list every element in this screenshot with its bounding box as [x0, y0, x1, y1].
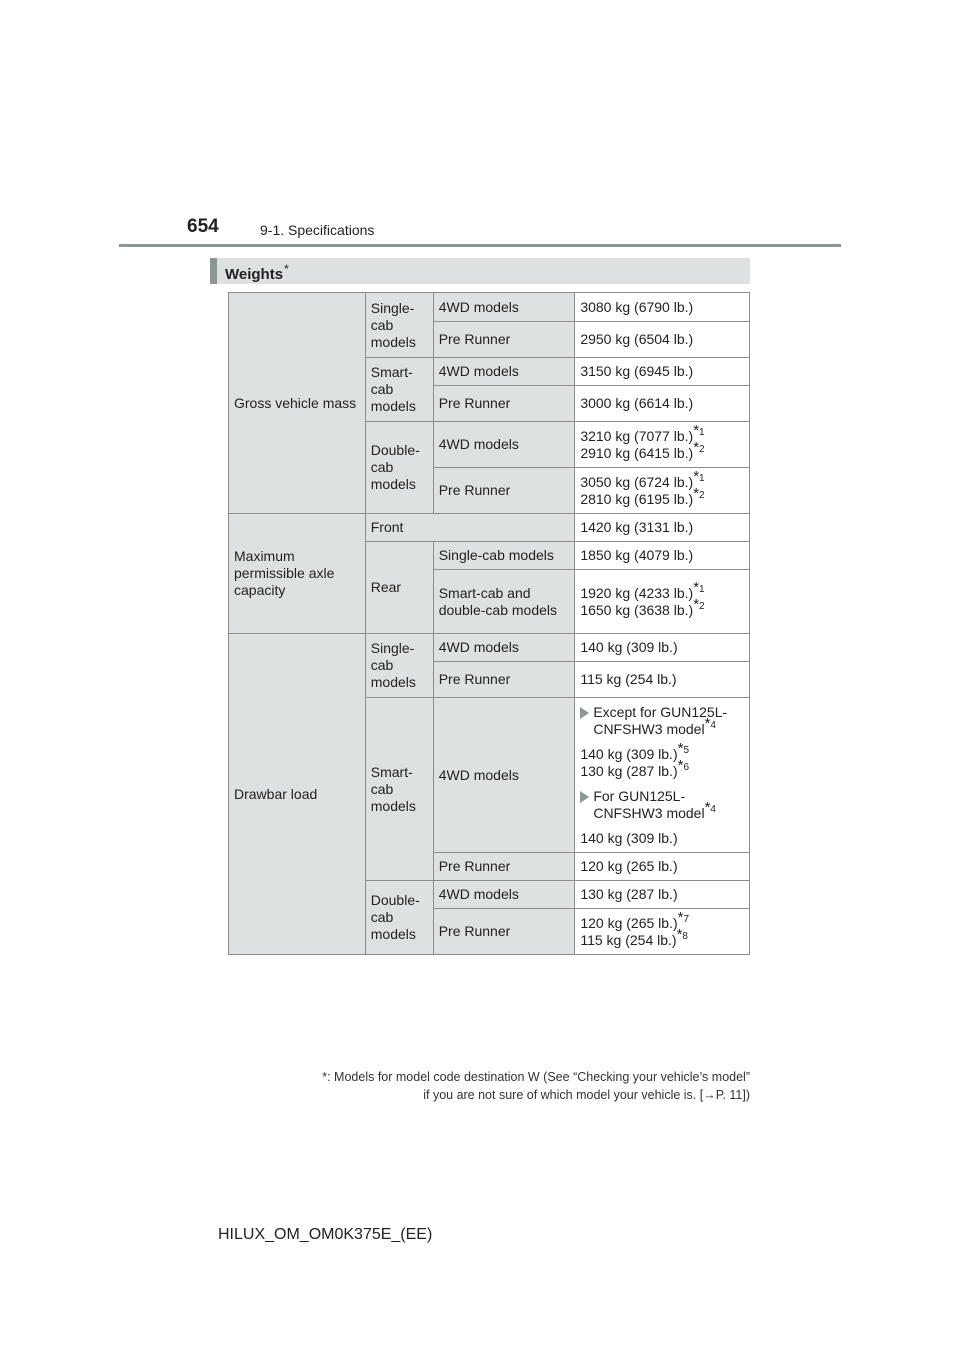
- drawbar-label: Drawbar load: [229, 634, 366, 955]
- value-cell: 3150 kg (6945 lb.): [575, 358, 750, 386]
- gvm-label: Gross vehicle mass: [229, 293, 366, 514]
- page-number: 654: [187, 216, 219, 237]
- value-cell: 120 kg (265 lb.): [575, 853, 750, 881]
- gvm-single-cab-label: Single-cab models: [365, 293, 433, 358]
- model-type-cell: Single-cab models: [433, 542, 575, 570]
- bullet-item: For GUN125L-CNFSHW3 model$^{*4}$: [580, 788, 744, 822]
- axle-rear-label: Rear: [365, 542, 433, 634]
- model-type-cell: Pre Runner: [433, 322, 575, 358]
- table-row: [229, 293, 750, 322]
- document-id: HILUX_OM_OM0K375E_(EE): [218, 1226, 433, 1243]
- value-cell: 120 kg (265 lb.)$^{*7}$ 115 kg (254 lb.)$^{*8}$: [575, 909, 750, 955]
- section-header: 9-1. Specifications: [260, 222, 375, 238]
- model-type-cell: 4WD models: [433, 422, 575, 468]
- model-type-cell: 4WD models: [433, 698, 575, 853]
- footnote-line-2: if you are not sure of which model your vehicle is. [→P. 11]): [423, 1088, 750, 1102]
- value-cell: 3000 kg (6614 lb.): [575, 386, 750, 422]
- axle-label: Maximum permissible axle capacity: [229, 514, 366, 634]
- section-title: Weights*: [225, 262, 289, 283]
- table-row: [229, 514, 750, 542]
- section-title-marker: [210, 258, 217, 284]
- model-type-cell: Pre Runner: [433, 662, 575, 698]
- model-type-cell: Pre Runner: [433, 468, 575, 514]
- value-cell: 3050 kg (6724 lb.)$^{*1}$ 2810 kg (6195 lb.)$^{*2}$: [575, 468, 750, 514]
- value-cell: Except for GUN125L-CNFSHW3 model$^{*4}$ 140 kg (309 lb.)$^{*5}$ 130 kg (287 lb.)$^{*6}$ For GUN125L-CNFSHW3 model$^{*4}$ 140 kg (309 lb.): [575, 698, 750, 853]
- triangle-bullet-icon: [580, 791, 589, 803]
- value-cell: 2950 kg (6504 lb.): [575, 322, 750, 358]
- model-type-cell: Smart-cab and double-cab models: [433, 570, 575, 634]
- value-cell: 115 kg (254 lb.): [575, 662, 750, 698]
- weights-table: [228, 292, 750, 955]
- footnote-line-1: *: Models for model code destination W (See “Checking your vehicle’s model”: [322, 1070, 750, 1084]
- model-type-cell: 4WD models: [433, 881, 575, 909]
- model-type-cell: Pre Runner: [433, 386, 575, 422]
- asterisk-icon: *: [322, 1070, 328, 1084]
- model-type-cell: Pre Runner: [433, 909, 575, 955]
- value-cell: 130 kg (287 lb.): [575, 881, 750, 909]
- value-cell: 3080 kg (6790 lb.): [575, 293, 750, 322]
- section-title-bar: [210, 258, 750, 284]
- model-type-cell: 4WD models: [433, 634, 575, 662]
- model-type-cell: Pre Runner: [433, 853, 575, 881]
- drawbar-smart-cab-label: Smart-cab models: [365, 698, 433, 881]
- drawbar-double-cab-label: Double-cab models: [365, 881, 433, 955]
- drawbar-single-cab-label: Single-cab models: [365, 634, 433, 698]
- gvm-smart-cab-label: Smart-cab models: [365, 358, 433, 422]
- gvm-double-cab-label: Double-cab models: [365, 422, 433, 514]
- value-cell: 1850 kg (4079 lb.): [575, 542, 750, 570]
- value-cell: 140 kg (309 lb.): [575, 634, 750, 662]
- axle-front-label: Front: [365, 514, 575, 542]
- asterisk-icon: *: [284, 262, 289, 276]
- value-cell: 3210 kg (7077 lb.)$^{*1}$ 2910 kg (6415 lb.)$^{*2}$: [575, 422, 750, 468]
- model-type-cell: 4WD models: [433, 358, 575, 386]
- value-cell: 1420 kg (3131 lb.): [575, 514, 750, 542]
- triangle-bullet-icon: [580, 707, 589, 719]
- header-divider: [119, 244, 841, 247]
- bullet-item: Except for GUN125L-CNFSHW3 model$^{*4}$: [580, 704, 744, 738]
- table-row: [229, 634, 750, 662]
- value-cell: 1920 kg (4233 lb.)$^{*1}$ 1650 kg (3638 lb.)$^{*2}$: [575, 570, 750, 634]
- model-type-cell: 4WD models: [433, 293, 575, 322]
